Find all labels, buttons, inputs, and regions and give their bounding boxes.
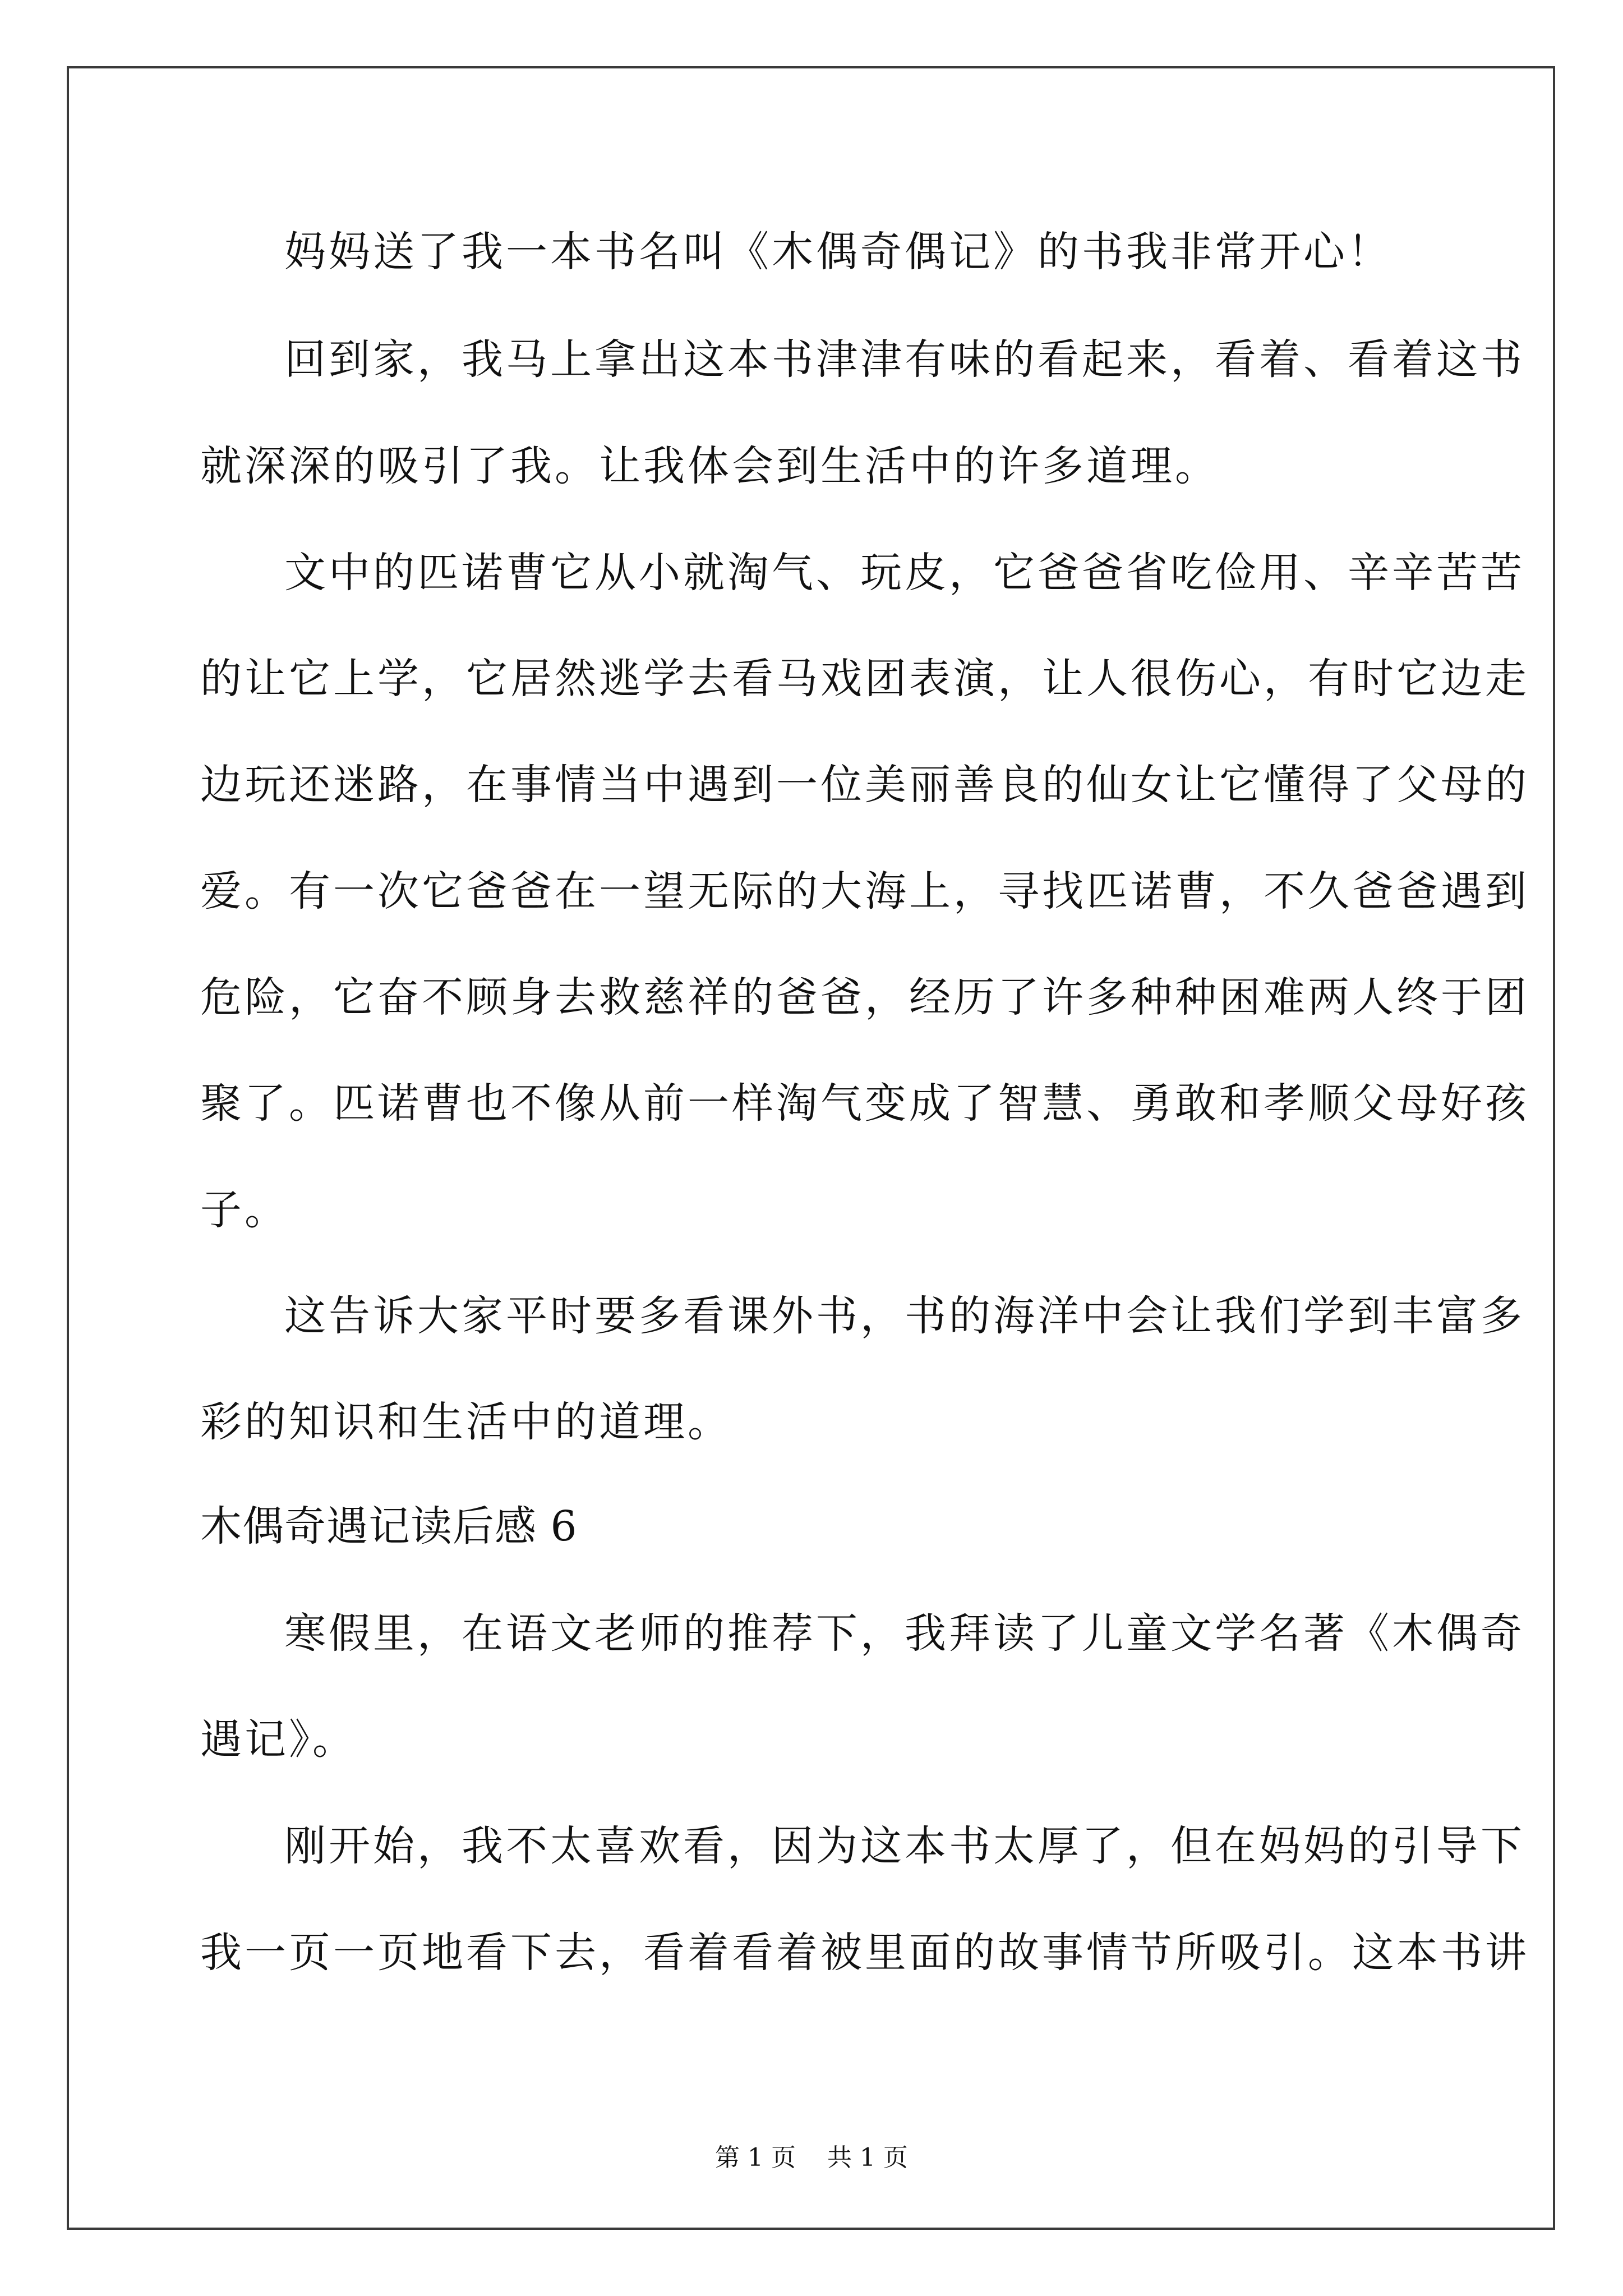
text-line: 就深深的吸引了我。让我体会到生活中的许多道理。 [200,442,1219,490]
text-line: 遇记》。 [200,1715,357,1764]
text-line: 寒假里，在语文老师的推荐下，我拜读了儿童文学名著《木偶奇 [284,1609,1525,1658]
text-line: 这告诉大家平时要多看课外书，书的海洋中会让我们学到丰富多 [284,1292,1525,1340]
text-line: 回到家，我马上拿出这本书津津有味的看起来，看着、看着这书 [284,335,1525,384]
text-line: 危险，它奋不顾身去救慈祥的爸爸，经历了许多种种困难两人终于团 [200,973,1529,1022]
text-line: 文中的匹诺曹它从小就淘气、玩皮，它爸爸省吃俭用、辛辛苦苦 [284,549,1525,597]
page-border [67,66,1555,2230]
text-line: 妈妈送了我一本书名叫《木偶奇偶记》的书我非常开心！ [284,228,1392,276]
page-footer: 第 1 页 共 1 页 [715,2143,908,2172]
text-line: 聚了。匹诺曹也不像从前一样淘气变成了智慧、勇敢和孝顺父母好孩 [200,1079,1529,1128]
text-line: 子。 [200,1186,289,1234]
text-line: 的让它上学，它居然逃学去看马戏团表演，让人很伤心，有时它边走 [200,655,1529,703]
text-line: 刚开始，我不太喜欢看，因为这本书太厚了，但在妈妈的引导下 [284,1822,1525,1870]
text-line: 我一页一页地看下去，看着看着被里面的故事情节所吸引。这本书讲 [200,1929,1529,1977]
heading-text: 木偶奇遇记读后感 6 [200,1502,578,1550]
text-line: 边玩还迷路，在事情当中遇到一位美丽善良的仙女让它懂得了父母的 [200,761,1529,809]
text-line: 爱。有一次它爸爸在一望无际的大海上，寻找匹诺曹，不久爸爸遇到 [200,867,1529,915]
text-line: 彩的知识和生活中的道理。 [200,1398,732,1446]
